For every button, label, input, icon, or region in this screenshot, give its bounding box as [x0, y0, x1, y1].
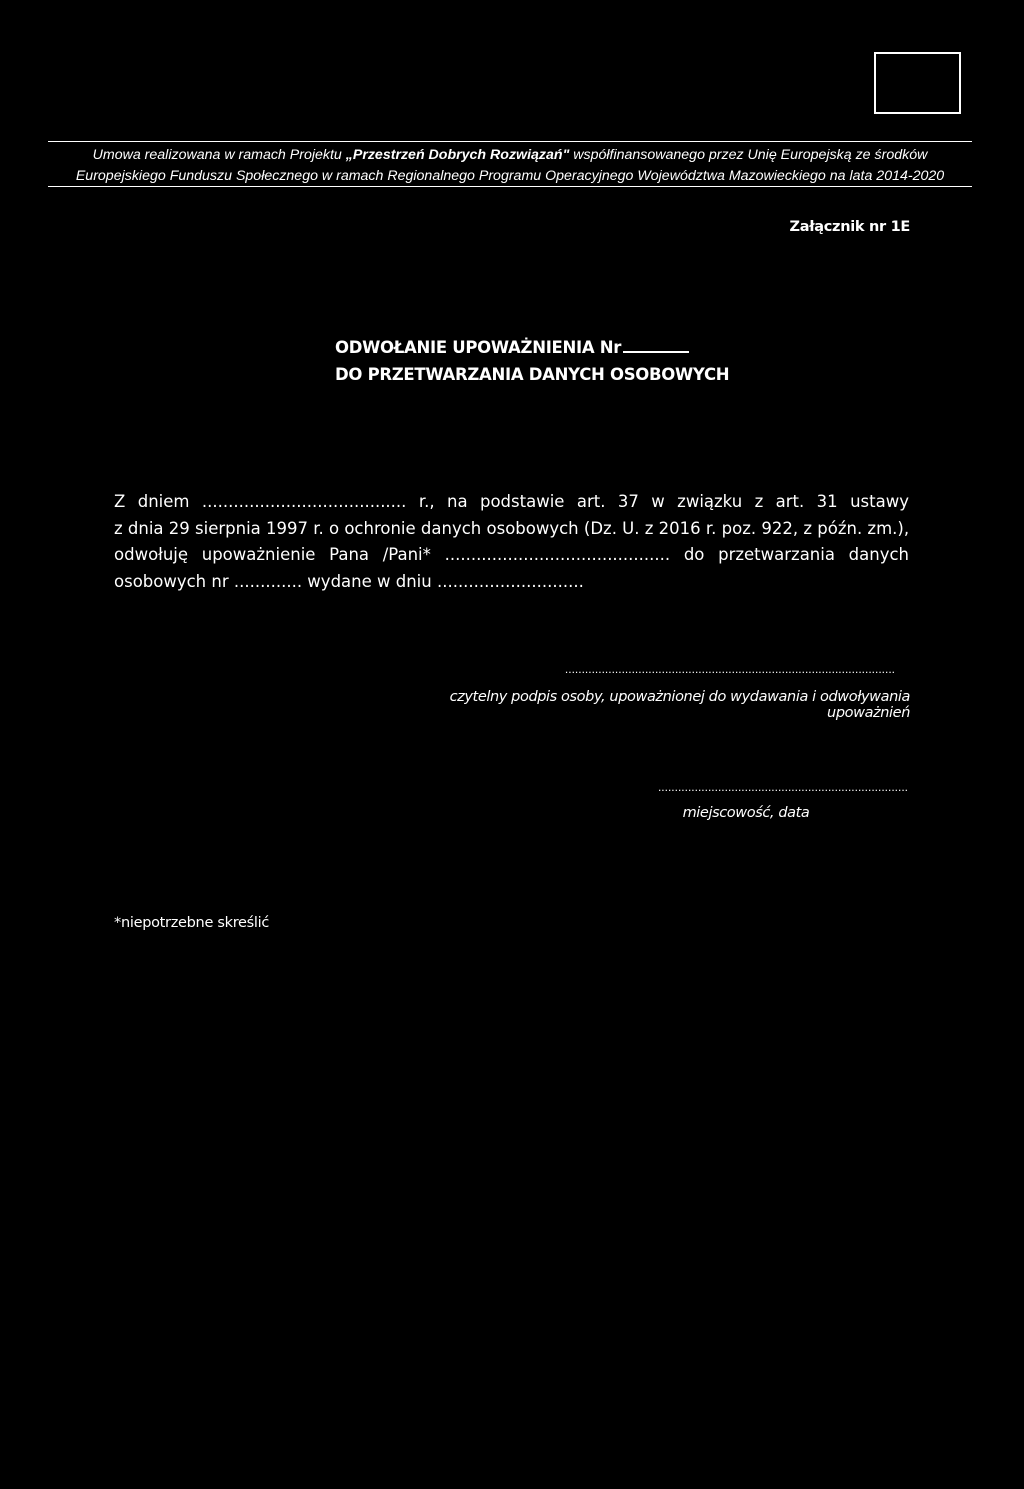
footnote: *niepotrzebne skreślić	[114, 915, 270, 931]
project-header-line-2: Europejskiego Funduszu Społecznego w ramach Regionalnego Programu Operacyjnego Województwa Mazowieckiego na lata 2014-2020	[75, 168, 945, 184]
header-bottom-rule	[48, 186, 972, 187]
stamp-box	[874, 52, 961, 114]
project-name: „Przestrzeń Dobrych Rozwiązań"	[345, 147, 570, 163]
title-line-1: ODWOŁANIE UPOWAŻNIENIA Nr	[335, 334, 729, 361]
header-top-rule	[48, 141, 972, 142]
project-header	[48, 145, 972, 187]
attachment-label: Załącznik nr 1E	[789, 219, 910, 235]
title-line-2: DO PRZETWARZANIA DANYCH OSOBOWYCH	[335, 365, 730, 384]
place-date-caption: miejscowość, data	[682, 805, 810, 821]
signature-line: ...................................................................................................	[564, 662, 895, 676]
statement-line-1: Z dniem ....................................... r., na podstawie art. 37 w związku z art. 31 ustawy	[114, 492, 909, 511]
document-title	[335, 334, 729, 388]
revocation-statement	[114, 489, 909, 595]
project-header-line-1: Umowa realizowana w ramach Projektu „Przestrzeń Dobrych Rozwiązań" współfinansowanego przez Unię Europejską ze środków	[92, 147, 928, 163]
authorization-number-blank	[623, 336, 689, 353]
signature-caption: czytelny podpis osoby, upoważnionej do wydawania i odwoływania upoważnień	[449, 689, 910, 721]
statement-line-2: z dnia 29 sierpnia 1997 r. o ochronie danych osobowych (Dz. U. z 2016 r. poz. 922, z późn. zm.),	[114, 518, 910, 538]
statement-line-4: osobowych nr ............. wydane w dniu ............................	[114, 571, 584, 591]
place-date-line: ...........................................................................	[657, 780, 908, 794]
statement-line-3: odwołuję upoważnienie Pana /Pani* ........................................... do przetwarzania danych	[114, 545, 909, 564]
